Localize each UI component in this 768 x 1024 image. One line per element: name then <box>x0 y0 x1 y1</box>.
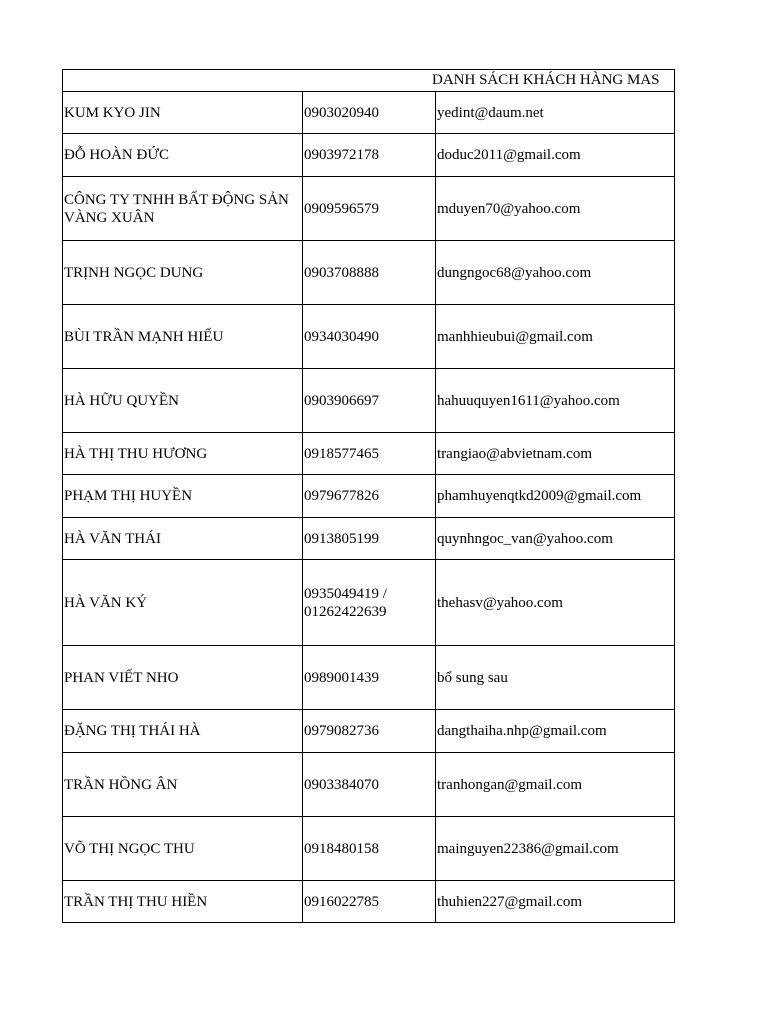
customer-name-cell: BÙI TRẦN MẠNH HIẾU <box>63 305 303 369</box>
email-cell: tranhongan@gmail.com <box>436 753 675 817</box>
email-cell: thuhien227@gmail.com <box>436 881 675 923</box>
email-cell: mainguyen22386@gmail.com <box>436 817 675 881</box>
phone-cell: 0918480158 <box>303 817 436 881</box>
email-cell: trangiao@abvietnam.com <box>436 433 675 475</box>
customer-name-cell: HÀ HỮU QUYỀN <box>63 369 303 433</box>
email-cell: doduc2011@gmail.com <box>436 134 675 177</box>
table-row <box>63 646 675 710</box>
email-cell: phamhuyenqtkd2009@gmail.com <box>436 475 675 518</box>
phone-cell: 0903972178 <box>303 134 436 177</box>
table-row <box>63 475 675 518</box>
table-row <box>63 518 675 560</box>
customer-name-cell: HÀ VĂN KÝ <box>63 560 303 646</box>
phone-cell: 0913805199 <box>303 518 436 560</box>
email-cell: hahuuquyen1611@yahoo.com <box>436 369 675 433</box>
table-row <box>63 134 675 177</box>
customer-name-cell: PHẠM THỊ HUYỀN <box>63 475 303 518</box>
customer-name-cell: PHAN VIẾT NHO <box>63 646 303 710</box>
table-row <box>63 241 675 305</box>
email-cell: manhhieubui@gmail.com <box>436 305 675 369</box>
email-cell: mduyen70@yahoo.com <box>436 177 675 241</box>
phone-cell: 0916022785 <box>303 881 436 923</box>
phone-cell: 0903384070 <box>303 753 436 817</box>
customer-name-cell: TRẦN THỊ THU HIỀN <box>63 881 303 923</box>
phone-cell: 0903708888 <box>303 241 436 305</box>
phone-cell: 0935049419 / 01262422639 <box>303 560 436 646</box>
customer-name-cell: VÕ THỊ NGỌC THU <box>63 817 303 881</box>
email-cell: bổ sung sau <box>436 646 675 710</box>
phone-cell: 0934030490 <box>303 305 436 369</box>
phone-cell: 0903020940 <box>303 92 436 134</box>
table-row <box>63 433 675 475</box>
phone-cell: 0909596579 <box>303 177 436 241</box>
table-row <box>63 305 675 369</box>
customer-name-cell: ĐỖ HOÀN ĐỨC <box>63 134 303 177</box>
customer-name-cell: TRẦN HỒNG ÂN <box>63 753 303 817</box>
phone-cell: 0989001439 <box>303 646 436 710</box>
table-row <box>63 560 675 646</box>
table-row <box>63 881 675 923</box>
customer-name-cell: CÔNG TY TNHH BẤT ĐỘNG SẢN VÀNG XUÂN <box>63 177 303 241</box>
table-row <box>63 753 675 817</box>
customer-table <box>62 69 675 923</box>
customer-name-cell: KUM KYO JIN <box>63 92 303 134</box>
customer-name-cell: ĐẶNG THỊ THÁI HÀ <box>63 710 303 753</box>
table-row <box>63 710 675 753</box>
table-row <box>63 369 675 433</box>
email-cell: dangthaiha.nhp@gmail.com <box>436 710 675 753</box>
table-row <box>63 92 675 134</box>
table-title: DANH SÁCH KHÁCH HÀNG MAS <box>432 72 660 88</box>
customer-name-cell: HÀ VĂN THÁI <box>63 518 303 560</box>
email-cell: yedint@daum.net <box>436 92 675 134</box>
phone-cell: 0903906697 <box>303 369 436 433</box>
customer-name-cell: TRỊNH NGỌC DUNG <box>63 241 303 305</box>
email-cell: quynhngoc_van@yahoo.com <box>436 518 675 560</box>
title-row <box>63 70 675 92</box>
phone-cell: 0979677826 <box>303 475 436 518</box>
customer-name-cell: HÀ THỊ THU HƯƠNG <box>63 433 303 475</box>
title-cell <box>63 70 675 92</box>
table-row <box>63 817 675 881</box>
table-row <box>63 177 675 241</box>
phone-cell: 0979082736 <box>303 710 436 753</box>
email-cell: dungngoc68@yahoo.com <box>436 241 675 305</box>
email-cell: thehasv@yahoo.com <box>436 560 675 646</box>
phone-cell: 0918577465 <box>303 433 436 475</box>
